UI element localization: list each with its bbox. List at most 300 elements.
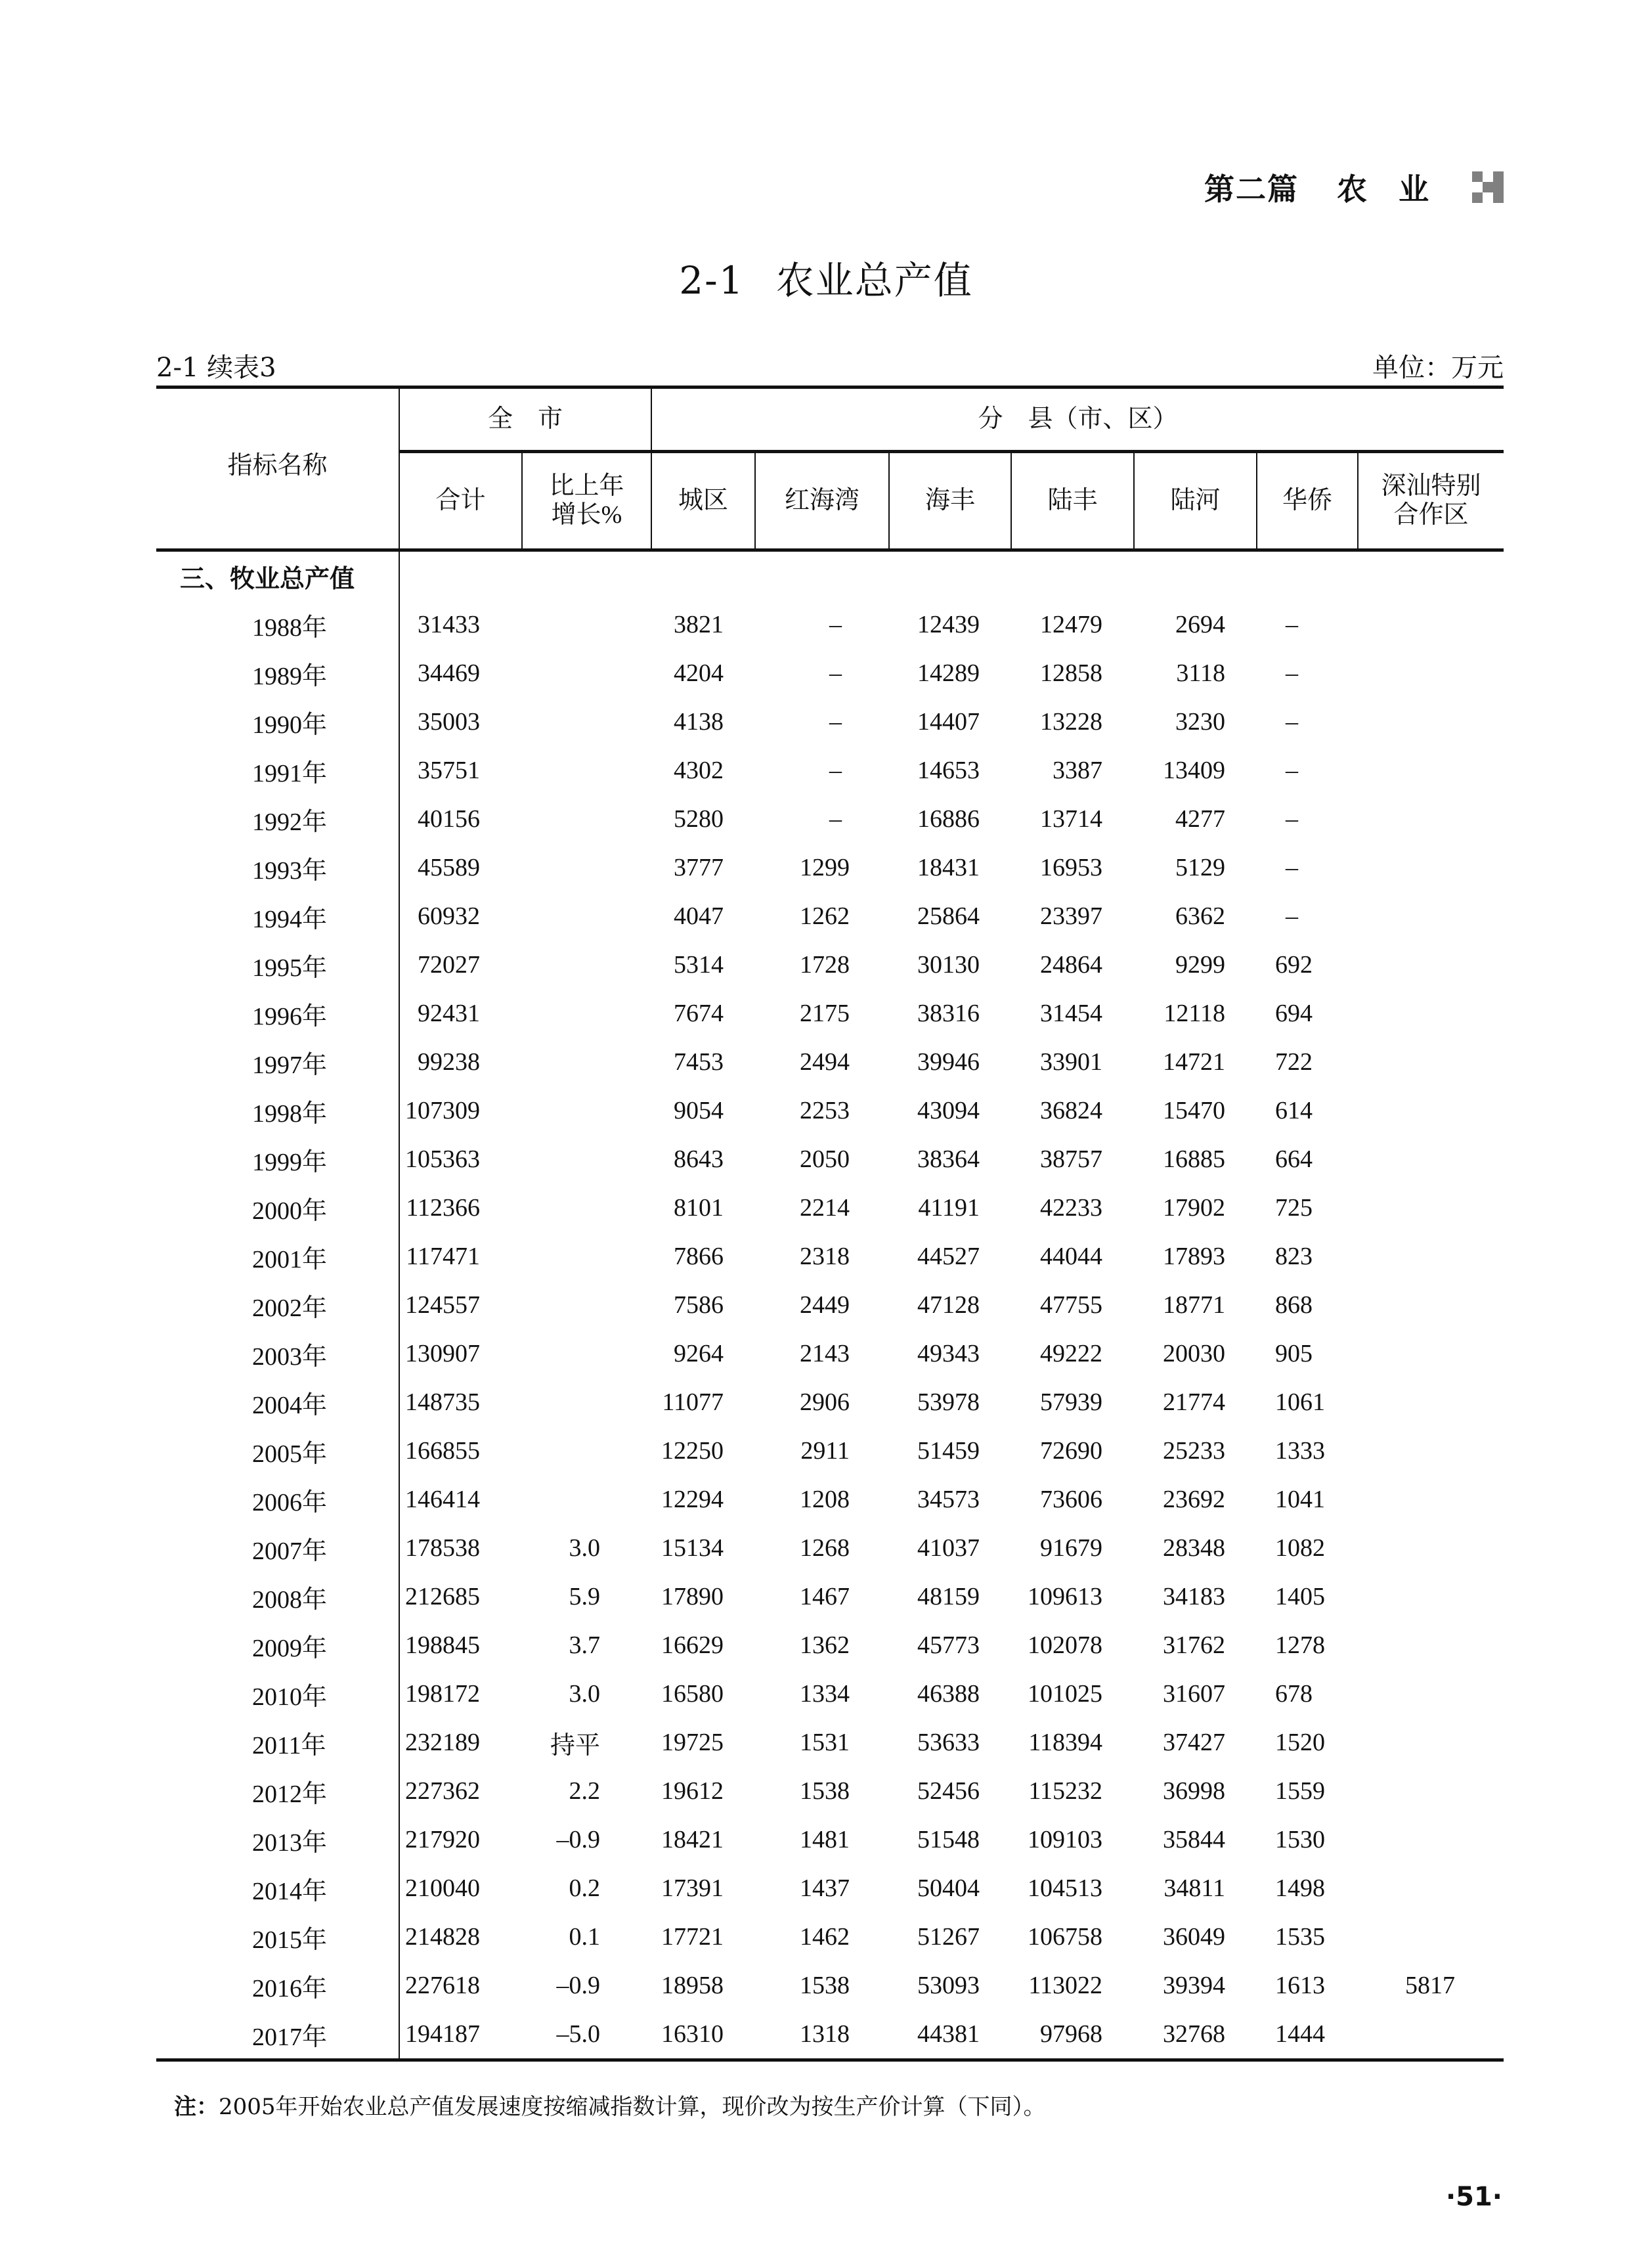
cell-luhe: 3230 xyxy=(1175,708,1226,736)
cell-chengqu: 12294 xyxy=(661,1486,724,1513)
table-row xyxy=(156,1767,1504,1815)
cell-growth xyxy=(522,649,651,697)
cell-total: 212685 xyxy=(399,1572,522,1621)
cell-growth xyxy=(522,697,651,746)
cell-haifeng: 53633 xyxy=(917,1729,980,1756)
cell-luhe: 14721 xyxy=(1163,1048,1226,1076)
cell-chengqu: 17391 xyxy=(661,1874,724,1902)
cell-huaqiao: 823 xyxy=(1275,1243,1313,1270)
row-year-label: 1992年 xyxy=(252,808,328,836)
cell-total: 214828 xyxy=(399,1913,522,1961)
cell-lufeng: 102078 xyxy=(1028,1631,1103,1659)
cell-shenshan: 5817 xyxy=(1405,1972,1456,1999)
cell-haifeng: 47128 xyxy=(917,1291,980,1319)
col-header-chengqu: 城区 xyxy=(651,452,755,550)
livestock-output-table xyxy=(156,386,1504,2062)
cell-huaqiao: – xyxy=(1286,757,1299,784)
cell-lufeng: 42233 xyxy=(1040,1194,1103,1222)
cell-huaqiao: 692 xyxy=(1275,951,1313,979)
row-year-label: 1998年 xyxy=(252,1099,328,1128)
row-year-label: 2001年 xyxy=(252,1245,328,1273)
page-title xyxy=(0,250,1652,305)
cell-honghaiwan: 2050 xyxy=(800,1145,850,1173)
cell-chengqu: 19612 xyxy=(661,1777,724,1805)
cell-growth xyxy=(522,746,651,795)
cell-growth: 3.7 xyxy=(569,1631,601,1659)
cell-total: 35003 xyxy=(399,697,522,746)
cell-total: 232189 xyxy=(399,1718,522,1767)
col-header-shenshan-line2: 合作区 xyxy=(1393,500,1469,529)
cell-honghaiwan: 2318 xyxy=(800,1243,850,1270)
cell-total: 198172 xyxy=(399,1670,522,1718)
cell-luhe: 36998 xyxy=(1163,1777,1226,1805)
cell-honghaiwan: 1728 xyxy=(800,951,850,979)
cell-honghaiwan: 1318 xyxy=(755,2010,889,2060)
cell-total: 178538 xyxy=(399,1524,522,1572)
col-header-luhe: 陆河 xyxy=(1134,452,1257,550)
row-year-label: 2002年 xyxy=(252,1294,328,1322)
table-row xyxy=(156,1135,1504,1184)
cell-luhe: 39394 xyxy=(1163,1972,1226,1999)
cell-shenshan xyxy=(1358,843,1504,892)
cell-growth xyxy=(522,1232,651,1281)
cell-huaqiao: – xyxy=(1286,708,1299,736)
cell-shenshan xyxy=(1358,1767,1504,1815)
cell-lufeng: 115232 xyxy=(1028,1777,1103,1805)
cell-chengqu: 11077 xyxy=(662,1388,724,1416)
cell-growth xyxy=(522,795,651,843)
cell-chengqu: 12250 xyxy=(661,1437,724,1465)
cell-chengqu: 7866 xyxy=(674,1243,724,1270)
row-year-label: 2000年 xyxy=(252,1197,328,1225)
col-header-honghaiwan: 红海湾 xyxy=(755,452,889,550)
cell-shenshan xyxy=(1358,1815,1504,1864)
cell-chengqu: 15134 xyxy=(661,1534,724,1562)
cell-luhe: 36049 xyxy=(1163,1923,1226,1951)
cell-huaqiao: 1520 xyxy=(1275,1729,1326,1756)
table-row xyxy=(156,600,1504,649)
cell-lufeng: 101025 xyxy=(1028,1680,1103,1708)
cell-lufeng: 106758 xyxy=(1028,1923,1103,1951)
cell-total: 217920 xyxy=(399,1815,522,1864)
cell-shenshan xyxy=(1358,1135,1504,1184)
cell-huaqiao: 1535 xyxy=(1275,1923,1326,1951)
cell-honghaiwan: 1362 xyxy=(800,1631,850,1659)
cell-honghaiwan: 1268 xyxy=(800,1534,850,1562)
cell-lufeng: 12858 xyxy=(1040,659,1103,687)
cell-growth: 5.9 xyxy=(569,1583,601,1610)
col-header-growth-line1: 比上年 xyxy=(549,472,624,500)
cell-luhe: 6362 xyxy=(1175,902,1226,930)
cell-honghaiwan: 1538 xyxy=(800,1777,850,1805)
cell-shenshan xyxy=(1358,600,1504,649)
cell-total: 210040 xyxy=(399,1864,522,1913)
cell-chengqu: 3777 xyxy=(674,854,724,881)
cell-total: 146414 xyxy=(399,1475,522,1524)
row-year-label: 2013年 xyxy=(252,1828,328,1857)
cell-haifeng: 41191 xyxy=(918,1194,980,1222)
cell-total: 105363 xyxy=(399,1135,522,1184)
cell-shenshan xyxy=(1358,1621,1504,1670)
cell-growth: 2.2 xyxy=(569,1777,601,1805)
section-row-spacer xyxy=(399,550,1504,601)
row-year-label: 2017年 xyxy=(156,2010,399,2060)
cell-shenshan xyxy=(1358,1086,1504,1135)
cell-total: 72027 xyxy=(399,941,522,989)
cell-lufeng: 57939 xyxy=(1040,1388,1103,1416)
indicator-name-header: 指标名称 xyxy=(156,387,399,550)
cell-luhe: 21774 xyxy=(1163,1388,1226,1416)
cell-shenshan xyxy=(1358,2010,1504,2060)
table-row xyxy=(156,1524,1504,1572)
cell-luhe: 2694 xyxy=(1175,611,1226,638)
cell-honghaiwan: 1262 xyxy=(800,902,850,930)
cell-total: 166855 xyxy=(399,1427,522,1475)
cell-chengqu: 4138 xyxy=(674,708,724,736)
cell-huaqiao: – xyxy=(1286,611,1299,638)
table-row xyxy=(156,649,1504,697)
cell-shenshan xyxy=(1358,1913,1504,1961)
cell-growth xyxy=(522,1329,651,1378)
cell-shenshan xyxy=(1358,1524,1504,1572)
cell-haifeng: 45773 xyxy=(917,1631,980,1659)
cell-haifeng: 39946 xyxy=(917,1048,980,1076)
cell-shenshan xyxy=(1358,989,1504,1038)
cell-shenshan xyxy=(1358,1572,1504,1621)
cell-luhe: 25233 xyxy=(1163,1437,1226,1465)
cell-huaqiao: 1444 xyxy=(1257,2010,1358,2060)
table-row xyxy=(156,1961,1504,2010)
cell-shenshan xyxy=(1358,892,1504,941)
col-header-growth xyxy=(522,452,651,550)
row-year-label: 1997年 xyxy=(252,1051,328,1079)
cell-luhe: 15470 xyxy=(1163,1097,1226,1124)
cell-growth xyxy=(522,1038,651,1086)
cell-honghaiwan: 1299 xyxy=(800,854,850,881)
cell-honghaiwan: 1467 xyxy=(800,1583,850,1610)
col-header-lufeng: 陆丰 xyxy=(1011,452,1134,550)
table-row xyxy=(156,1475,1504,1524)
cell-haifeng: 52456 xyxy=(917,1777,980,1805)
cell-haifeng: 12439 xyxy=(917,611,980,638)
cell-honghaiwan: 1531 xyxy=(800,1729,850,1756)
cell-haifeng: 46388 xyxy=(917,1680,980,1708)
cell-total: 60932 xyxy=(399,892,522,941)
cell-lufeng: 12479 xyxy=(1040,611,1103,638)
cell-shenshan xyxy=(1358,1378,1504,1427)
col-header-huaqiao: 华侨 xyxy=(1257,452,1358,550)
cell-honghaiwan: 2253 xyxy=(800,1097,850,1124)
cell-huaqiao: 694 xyxy=(1275,1000,1313,1027)
cell-honghaiwan: 1538 xyxy=(800,1972,850,1999)
cell-growth xyxy=(522,1281,651,1329)
row-year-label: 2015年 xyxy=(252,1926,328,1954)
cell-lufeng: 13228 xyxy=(1040,708,1103,736)
cell-haifeng: 25864 xyxy=(917,902,980,930)
cell-chengqu: 4047 xyxy=(674,902,724,930)
cell-growth xyxy=(522,600,651,649)
cell-chengqu: 16310 xyxy=(651,2010,755,2060)
cell-huaqiao: 1061 xyxy=(1275,1388,1326,1416)
cell-haifeng: 53978 xyxy=(917,1388,980,1416)
cell-luhe: 3118 xyxy=(1176,659,1226,687)
table-row xyxy=(156,1572,1504,1621)
cell-shenshan xyxy=(1358,1864,1504,1913)
cell-chengqu: 7586 xyxy=(674,1291,724,1319)
table-row xyxy=(156,1864,1504,1913)
cell-luhe: 31762 xyxy=(1163,1631,1226,1659)
cell-shenshan xyxy=(1358,1475,1504,1524)
cell-growth xyxy=(522,1378,651,1427)
row-year-label: 2009年 xyxy=(252,1634,328,1662)
cell-lufeng: 91679 xyxy=(1040,1534,1103,1562)
cell-luhe: 34183 xyxy=(1163,1583,1226,1610)
cell-total: 124557 xyxy=(399,1281,522,1329)
cell-huaqiao: 1333 xyxy=(1275,1437,1326,1465)
cell-lufeng: 118394 xyxy=(1028,1729,1103,1756)
cell-huaqiao: 1405 xyxy=(1275,1583,1326,1610)
col-header-shenshan xyxy=(1358,452,1504,550)
cell-growth xyxy=(522,892,651,941)
footnote xyxy=(174,2089,1046,2121)
row-year-label: 1993年 xyxy=(252,856,328,885)
cell-shenshan xyxy=(1358,1718,1504,1767)
row-year-label: 2003年 xyxy=(252,1342,328,1371)
row-year-label: 1988年 xyxy=(252,613,328,642)
cell-growth xyxy=(522,1184,651,1232)
cell-shenshan xyxy=(1358,1670,1504,1718)
cell-chengqu: 8101 xyxy=(674,1194,724,1222)
row-year-label: 1989年 xyxy=(252,662,328,690)
cell-luhe: 17893 xyxy=(1163,1243,1226,1270)
cell-chengqu: 16629 xyxy=(661,1631,724,1659)
row-year-label: 2004年 xyxy=(252,1391,328,1419)
cell-haifeng: 51459 xyxy=(917,1437,980,1465)
cell-growth xyxy=(522,1086,651,1135)
table-row xyxy=(156,746,1504,795)
cell-lufeng: 47755 xyxy=(1040,1291,1103,1319)
cell-luhe: 28348 xyxy=(1163,1534,1226,1562)
cell-chengqu: 8643 xyxy=(674,1145,724,1173)
county-group-header: 分 县（市、区） xyxy=(651,387,1504,452)
cell-chengqu: 9054 xyxy=(674,1097,724,1124)
cell-shenshan xyxy=(1358,649,1504,697)
cell-chengqu: 18421 xyxy=(661,1826,724,1853)
cell-honghaiwan: 1208 xyxy=(800,1486,850,1513)
section-label: 三、牧业总产值 xyxy=(180,564,355,593)
table-row xyxy=(156,1232,1504,1281)
cell-shenshan xyxy=(1358,795,1504,843)
cell-lufeng: 3387 xyxy=(1053,757,1103,784)
table-row xyxy=(156,989,1504,1038)
table-reference: 2-1 续表3 xyxy=(156,353,276,383)
cell-lufeng: 13714 xyxy=(1040,805,1103,833)
cell-total: 148735 xyxy=(399,1378,522,1427)
row-year-label: 1991年 xyxy=(252,759,328,787)
cell-total: 107309 xyxy=(399,1086,522,1135)
cell-huaqiao: – xyxy=(1286,805,1299,833)
table-row xyxy=(156,1670,1504,1718)
cell-haifeng: 43094 xyxy=(917,1097,980,1124)
cell-total: 31433 xyxy=(399,600,522,649)
cell-honghaiwan: 2143 xyxy=(800,1340,850,1367)
cell-haifeng: 49343 xyxy=(917,1340,980,1367)
cell-luhe: 16885 xyxy=(1163,1145,1226,1173)
cell-huaqiao: 722 xyxy=(1275,1048,1313,1076)
row-year-label: 1999年 xyxy=(252,1148,328,1176)
cell-luhe: 4277 xyxy=(1175,805,1226,833)
cell-growth: –5.0 xyxy=(522,2010,651,2060)
cell-luhe: 13409 xyxy=(1163,757,1226,784)
cell-lufeng: 31454 xyxy=(1040,1000,1103,1027)
cell-growth xyxy=(522,1427,651,1475)
cell-haifeng: 14289 xyxy=(917,659,980,687)
table-row xyxy=(156,1086,1504,1135)
table-row xyxy=(156,1378,1504,1427)
cell-chengqu: 7453 xyxy=(674,1048,724,1076)
col-header-total: 合计 xyxy=(399,452,522,550)
cell-total: 198845 xyxy=(399,1621,522,1670)
cell-honghaiwan: 2214 xyxy=(800,1194,850,1222)
cell-growth xyxy=(522,1135,651,1184)
cell-shenshan xyxy=(1358,697,1504,746)
col-header-shenshan-line1: 深汕特别 xyxy=(1381,472,1481,500)
cell-chengqu: 5280 xyxy=(674,805,724,833)
cell-total: 117471 xyxy=(399,1232,522,1281)
cell-luhe: 12118 xyxy=(1163,1000,1226,1027)
table-row xyxy=(156,1038,1504,1086)
cell-haifeng: 53093 xyxy=(917,1972,980,1999)
cell-huaqiao: 1530 xyxy=(1275,1826,1326,1853)
cell-lufeng: 113022 xyxy=(1028,1972,1103,1999)
table-row xyxy=(156,892,1504,941)
cell-growth: 0.2 xyxy=(569,1874,601,1902)
cell-shenshan xyxy=(1358,1329,1504,1378)
cell-chengqu: 7674 xyxy=(674,1000,724,1027)
chapter-label: 第二篇 xyxy=(1204,171,1299,207)
cell-honghaiwan: – xyxy=(829,757,842,784)
cell-total: 35751 xyxy=(399,746,522,795)
col-header-haifeng: 海丰 xyxy=(889,452,1011,550)
row-year-label: 1990年 xyxy=(252,711,328,739)
cell-haifeng: 44381 xyxy=(889,2010,1011,2060)
cell-huaqiao: 1498 xyxy=(1275,1874,1326,1902)
cell-huaqiao: 1278 xyxy=(1275,1631,1326,1659)
cell-chengqu: 5314 xyxy=(674,951,724,979)
cell-growth xyxy=(522,989,651,1038)
cell-haifeng: 18431 xyxy=(917,854,980,881)
unit-label: 单位：万元 xyxy=(1372,353,1504,383)
cell-huaqiao: 1613 xyxy=(1275,1972,1326,1999)
cell-haifeng: 41037 xyxy=(917,1534,980,1562)
cell-shenshan xyxy=(1358,941,1504,989)
cell-luhe: 34811 xyxy=(1163,1874,1226,1902)
chapter-subject: 农业 xyxy=(1337,171,1460,207)
cell-lufeng: 104513 xyxy=(1028,1874,1103,1902)
cell-chengqu: 3821 xyxy=(674,611,724,638)
cell-shenshan xyxy=(1358,1281,1504,1329)
cell-haifeng: 38364 xyxy=(917,1145,980,1173)
cell-total: 194187 xyxy=(399,2010,522,2060)
cell-lufeng: 109103 xyxy=(1028,1826,1103,1853)
cell-haifeng: 44527 xyxy=(917,1243,980,1270)
cell-growth xyxy=(522,843,651,892)
page-number: ·51· xyxy=(1445,2182,1502,2212)
cell-total: 40156 xyxy=(399,795,522,843)
cell-haifeng: 51548 xyxy=(917,1826,980,1853)
cell-lufeng: 33901 xyxy=(1040,1048,1103,1076)
cell-honghaiwan: – xyxy=(829,805,842,833)
cell-chengqu: 19725 xyxy=(661,1729,724,1756)
table-title: 农业总产值 xyxy=(775,258,973,303)
cell-lufeng: 49222 xyxy=(1040,1340,1103,1367)
table-row xyxy=(156,697,1504,746)
row-year-label: 2016年 xyxy=(252,1974,328,2003)
row-year-label: 2007年 xyxy=(252,1537,328,1565)
row-year-label: 2008年 xyxy=(252,1585,328,1614)
cell-haifeng: 51267 xyxy=(917,1923,980,1951)
cell-honghaiwan: 2175 xyxy=(800,1000,850,1027)
cell-honghaiwan: 1334 xyxy=(800,1680,850,1708)
cell-luhe: 20030 xyxy=(1163,1340,1226,1367)
city-group-header: 全 市 xyxy=(399,387,651,452)
row-year-label: 2005年 xyxy=(252,1440,328,1468)
cell-luhe: 9299 xyxy=(1175,951,1226,979)
table-number: 2-1 xyxy=(679,258,745,303)
table-row xyxy=(156,1329,1504,1378)
table-row xyxy=(156,1718,1504,1767)
table-subheader xyxy=(156,347,1504,384)
cell-luhe: 37427 xyxy=(1163,1729,1226,1756)
footnote-label: 注： xyxy=(174,2094,219,2120)
cell-huaqiao: – xyxy=(1286,854,1299,881)
cell-haifeng: 30130 xyxy=(917,951,980,979)
cell-growth: 0.1 xyxy=(569,1923,601,1951)
cell-honghaiwan: 2449 xyxy=(800,1291,850,1319)
cell-growth: 持平 xyxy=(550,1731,601,1760)
cell-luhe: 31607 xyxy=(1163,1680,1226,1708)
cell-haifeng: 38316 xyxy=(917,1000,980,1027)
table-row xyxy=(156,795,1504,843)
cell-chengqu: 18958 xyxy=(661,1972,724,1999)
cell-chengqu: 9264 xyxy=(674,1340,724,1367)
cell-chengqu: 17721 xyxy=(661,1923,724,1951)
table-body xyxy=(156,550,1504,2060)
cell-lufeng: 44044 xyxy=(1040,1243,1103,1270)
cell-huaqiao: 678 xyxy=(1275,1680,1313,1708)
cell-shenshan xyxy=(1358,746,1504,795)
cell-huaqiao: 1082 xyxy=(1275,1534,1326,1562)
cell-huaqiao: 614 xyxy=(1275,1097,1313,1124)
cell-honghaiwan: 1462 xyxy=(800,1923,850,1951)
cell-growth: 3.0 xyxy=(569,1534,601,1562)
row-year-label: 1994年 xyxy=(252,905,328,933)
cell-huaqiao: 1559 xyxy=(1275,1777,1326,1805)
row-year-label: 2010年 xyxy=(252,1683,328,1711)
cell-luhe: 23692 xyxy=(1163,1486,1226,1513)
cell-huaqiao: 725 xyxy=(1275,1194,1313,1222)
cell-total: 130907 xyxy=(399,1329,522,1378)
row-year-label: 1995年 xyxy=(252,954,328,982)
chapter-header xyxy=(1204,166,1504,209)
cell-haifeng: 48159 xyxy=(917,1583,980,1610)
table-row xyxy=(156,2010,1504,2060)
row-year-label: 2014年 xyxy=(252,1877,328,1905)
table-row xyxy=(156,1184,1504,1232)
cell-lufeng: 16953 xyxy=(1040,854,1103,881)
cell-haifeng: 14653 xyxy=(917,757,980,784)
cell-lufeng: 109613 xyxy=(1028,1583,1103,1610)
